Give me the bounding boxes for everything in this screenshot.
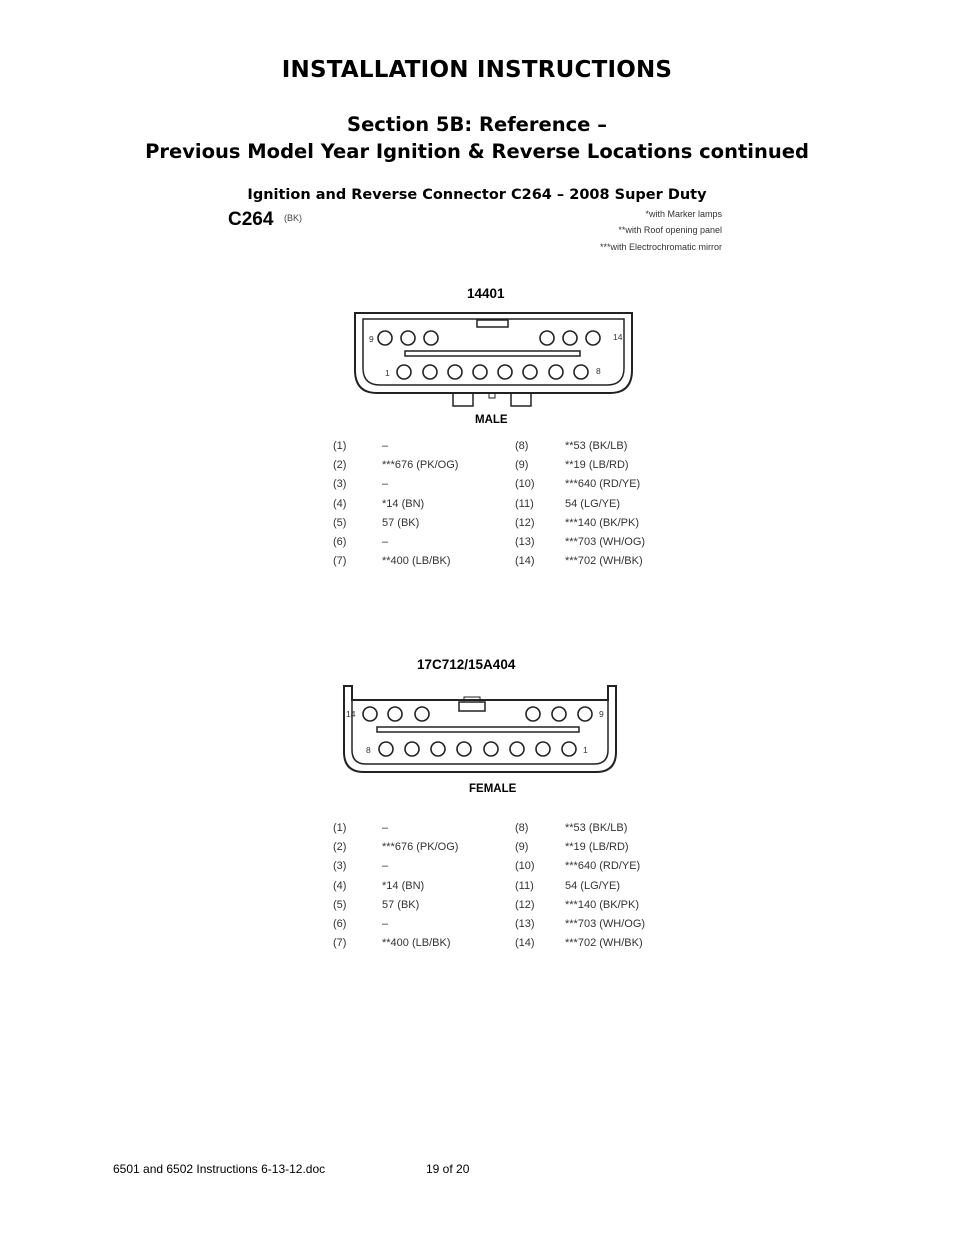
pin-circuit: **53 (BK/LB) [565,822,628,834]
pin-number: (5) [333,516,347,529]
pin-circuit: **53 (BK/LB) [565,440,628,452]
female-connector-diagram [340,682,630,782]
pin-circuit: – [382,822,389,834]
female-bottom-pin-5 [484,742,498,756]
male-connector-diagram [345,305,645,415]
female-top-pin-2 [388,707,402,721]
pin-number: (12) [515,898,535,911]
footer-page-number: 19 of 20 [426,1162,470,1176]
pin-number: (11) [515,879,534,892]
pin-number: (12) [515,516,535,529]
pin-number: (5) [333,898,347,911]
pin-circuit: ***702 (WH/BK) [565,937,643,950]
pin-circuit: **400 (LB/BK) [382,555,451,568]
female-bottom-pin-2 [405,742,419,756]
male-pin-label-1: 1 [385,368,390,378]
pin-circuit: 54 (LG/YE) [565,879,621,892]
pin-number: (8) [515,440,529,452]
pin-number: (13) [515,918,535,930]
pin-number: (8) [515,822,529,834]
pin-number: (2) [333,459,347,472]
male-bottom-pin-5 [498,365,512,379]
note-marker-lamps: *with Marker lamps [645,209,722,219]
female-top-pin-1 [363,707,377,721]
pin-circuit: – [382,478,389,491]
pin-circuit: *14 (BN) [382,879,425,892]
pin-number: (14) [515,937,535,950]
pin-number: (3) [333,860,347,873]
pin-circuit: 54 (LG/YE) [565,497,621,510]
male-bottom-pin-4 [473,365,487,379]
female-part-number: 17C712/15A404 [417,657,516,672]
pin-circuit: ***703 (WH/OG) [565,536,646,548]
pin-number: (4) [333,879,347,892]
pin-circuit: **400 (LB/BK) [382,937,451,950]
pin-number: (14) [515,555,535,568]
pin-number: (7) [333,937,347,950]
note-electrochromatic-mirror: ***with Electrochromatic mirror [599,242,722,252]
pin-circuit: ***703 (WH/OG) [565,918,646,930]
pin-circuit: ***702 (WH/BK) [565,555,643,568]
male-bottom-pin-2 [423,365,437,379]
pin-number: (10) [515,478,535,491]
female-pin-label-1: 1 [583,745,588,755]
pin-circuit: – [382,536,389,548]
pin-number: (3) [333,478,347,491]
male-top-pin-1 [378,331,392,345]
pin-number: (7) [333,555,347,568]
pin-circuit: ***140 (BK/PK) [565,898,639,911]
pin-number: (10) [515,860,535,873]
female-label: FEMALE [469,783,517,795]
pin-circuit: ***640 (RD/YE) [565,478,641,491]
male-top-pin-2 [401,331,415,345]
male-top-pin-5 [563,331,577,345]
note-roof-panel: **with Roof opening panel [618,225,722,235]
pin-number: (11) [515,497,534,510]
female-bottom-pin-6 [510,742,524,756]
male-pin-label-9: 9 [369,334,374,344]
pin-number: (1) [333,822,347,834]
connector-id: C264 [228,209,274,230]
pin-circuit: – [382,860,389,873]
male-top-pin-6 [586,331,600,345]
pin-circuit: ***140 (BK/PK) [565,516,639,529]
pin-circuit: 57 (BK) [382,898,420,911]
female-pin-label-8: 8 [366,745,371,755]
section-heading-line2: Previous Model Year Ignition & Reverse Locations continued [145,140,809,163]
pin-number: (2) [333,841,347,854]
female-bottom-pin-1 [379,742,393,756]
female-top-pin-3 [415,707,429,721]
pin-number: (9) [515,459,529,472]
pin-circuit: *14 (BN) [382,497,425,510]
footer-filename: 6501 and 6502 Instructions 6-13-12.doc [113,1162,326,1176]
pin-number: (6) [333,536,347,548]
male-pin-label-8: 8 [596,366,601,376]
female-top-pin-5 [552,707,566,721]
female-pin-label-14: 14 [346,709,356,719]
male-part-number: 14401 [467,286,505,301]
pin-circuit: 57 (BK) [382,516,420,529]
pin-circuit: ***676 (PK/OG) [382,459,459,472]
male-label: MALE [475,414,508,426]
female-bottom-pin-4 [457,742,471,756]
female-pin-label-9: 9 [599,709,604,719]
female-top-pin-6 [578,707,592,721]
male-pin-label-14: 14 [613,332,623,342]
female-bottom-pin-7 [536,742,550,756]
male-bottom-pin-3 [448,365,462,379]
pin-number: (6) [333,918,347,930]
female-top-pin-4 [526,707,540,721]
figure-caption: Ignition and Reverse Connector C264 – 2008 Super Duty [247,187,707,203]
female-bottom-pin-3 [431,742,445,756]
male-bottom-pin-7 [549,365,563,379]
connector-color: (BK) [284,213,302,223]
pin-circuit: ***640 (RD/YE) [565,860,641,873]
male-top-pin-3 [424,331,438,345]
male-top-pin-4 [540,331,554,345]
female-bottom-pin-8 [562,742,576,756]
pin-number: (4) [333,497,347,510]
pin-circuit: **19 (LB/RD) [565,459,629,472]
pin-circuit: **19 (LB/RD) [565,841,629,854]
page-title: INSTALLATION INSTRUCTIONS [281,57,673,83]
pin-circuit: – [382,440,389,452]
male-bottom-pin-6 [523,365,537,379]
male-bottom-pin-1 [397,365,411,379]
pin-number: (13) [515,536,535,548]
section-heading-line1: Section 5B: Reference – [347,113,607,136]
male-bottom-pin-8 [574,365,588,379]
pin-circuit: – [382,918,389,930]
pin-circuit: ***676 (PK/OG) [382,841,459,854]
pin-number: (1) [333,440,347,452]
pin-number: (9) [515,841,529,854]
